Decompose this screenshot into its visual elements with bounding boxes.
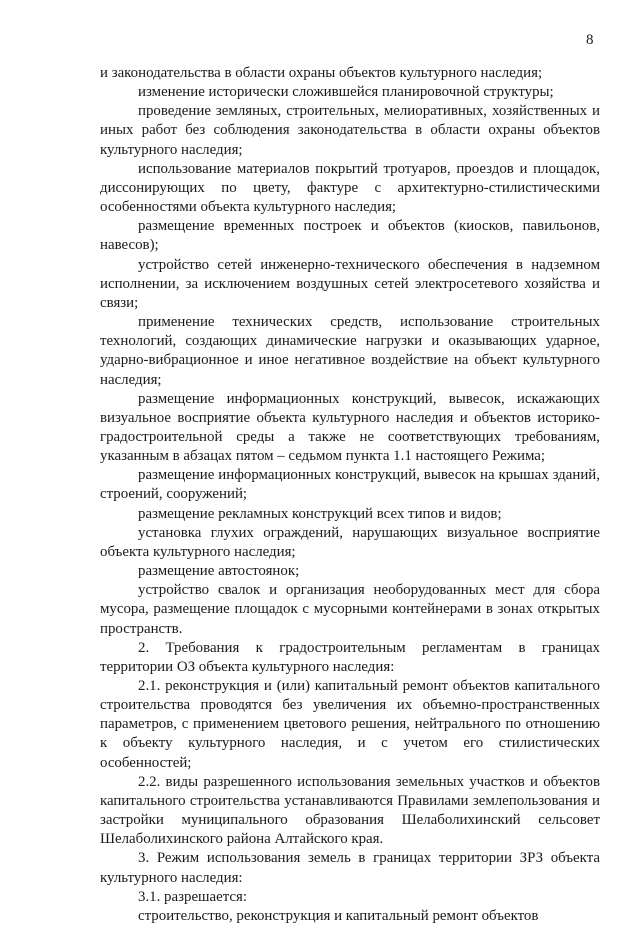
paragraph: и законодательства в области охраны объектов культурного наследия; xyxy=(100,65,543,81)
page-number: 8 xyxy=(586,32,594,48)
paragraph: использование материалов покрытий тротуаров, проездов и площадок, диссонирующих по цвету, фактуре с архитектурно-стилистическими особенностями объекта культурного наследия; xyxy=(100,160,600,216)
paragraph: устройство сетей инженерно-технического обеспечения в надземном исполнении, за исключением воздушных сетей электросетевого хозяйства и связи; xyxy=(100,256,600,311)
paragraph: строительство, реконструкция и капитальный ремонт объектов xyxy=(138,907,539,924)
paragraph: 3. Режим использования земель в границах территории ЗРЗ объекта культурного наследия: xyxy=(100,850,600,886)
paragraph: устройство свалок и организация необорудованных мест для сбора мусора, размещение площадок с мусорными контейнерами в зонах открытых пространств. xyxy=(100,582,600,637)
paragraph: установка глухих ограждений, нарушающих визуальное восприятие объекта культурного наследия; xyxy=(100,524,600,560)
document-body xyxy=(100,64,600,926)
paragraph: применение технических средств, использование строительных технологий, создающих динамические нагрузки и оказывающих ударное, ударно-вибрационное и иное негативное воздействие на объект культурного наследия; xyxy=(100,314,600,388)
paragraph: размещение рекламных конструкций всех типов и видов; xyxy=(138,505,502,522)
paragraph: 2.2. виды разрешенного использования земельных участков и объектов капитального строительства устанавливаются Правилами землепользования и застройки муниципального образования Шелаболихинский сельсовет Шелаболихинского района Алтайского края. xyxy=(100,773,600,848)
paragraph: проведение земляных, строительных, мелиоративных, хозяйственных и иных работ без соблюдения законодательства в области охраны объектов культурного наследия; xyxy=(100,103,600,158)
paragraph: размещение автостоянок; xyxy=(138,563,300,580)
paragraph: 3.1. разрешается: xyxy=(138,888,248,905)
paragraph: 2.1. реконструкция и (или) капитальный ремонт объектов капитального строительства проводятся без увеличения их объемно-пространственных параметров, с применением цветового решения, нейтрального по отношению к объекту культурного наследия, и с учетом его стилистических особенностей; xyxy=(100,678,600,771)
paragraph: размещение информационных конструкций, вывесок, искажающих визуальное восприятие объекта культурного наследия и объектов историко-градостроительной среды а также не соответствующих требованиям, указанным в абзацах пятом – седьмом пункта 1.1 настоящего Режима; xyxy=(100,390,600,465)
paragraph: размещение информационных конструкций, вывесок на крышах зданий, строений, сооружений; xyxy=(100,467,600,503)
paragraph: изменение исторически сложившейся планировочной структуры; xyxy=(138,84,554,101)
paragraph: размещение временных построек и объектов (киосков, павильонов, навесов); xyxy=(100,218,600,254)
paragraph: 2. Требования к градостроительным регламентам в границах территории ОЗ объекта культурного наследия: xyxy=(100,639,600,675)
